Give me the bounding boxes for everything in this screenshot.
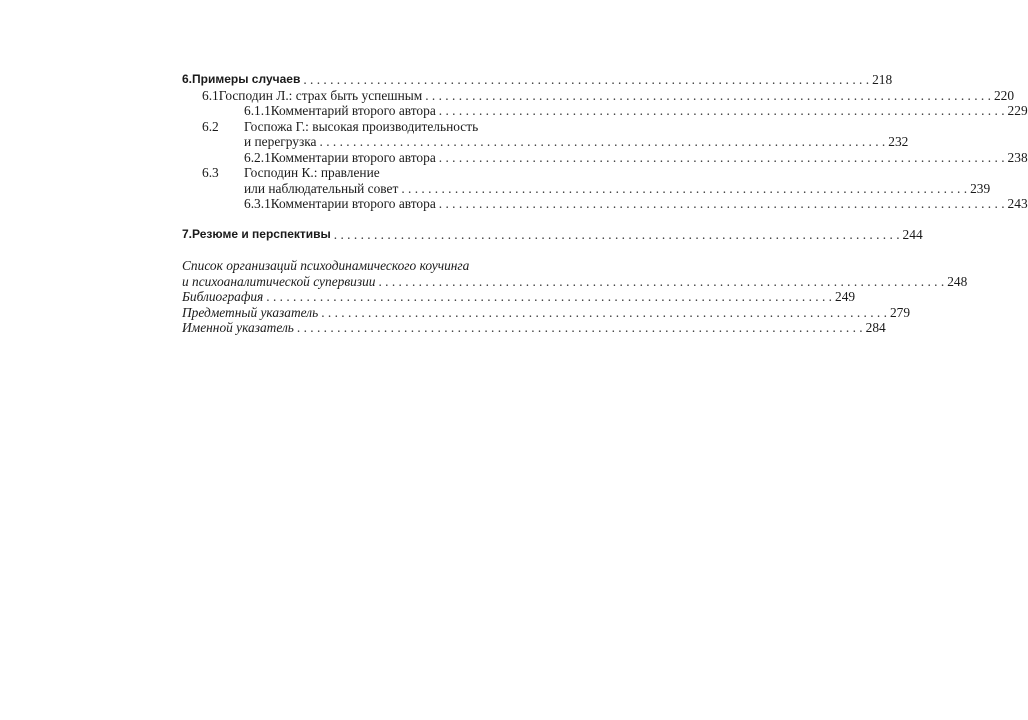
dot-leader: [439, 196, 1005, 212]
toc-entry-bibliography[interactable]: [182, 289, 856, 305]
appendix-title: Библиография: [182, 289, 264, 304]
toc-entry-6-1[interactable]: [182, 87, 1015, 104]
chapter-title: Примеры случаев: [192, 72, 301, 86]
dot-leader: [378, 274, 944, 290]
dot-leader: [320, 134, 886, 150]
appendix-title: Именной указатель: [182, 320, 294, 335]
section-number: 6.1: [202, 87, 219, 103]
subsection-title: Комментарий второго автора: [270, 103, 436, 118]
toc-entry-name-index[interactable]: [182, 320, 886, 336]
toc-entry-organizations-line1[interactable]: [182, 258, 534, 274]
page-number: 248: [947, 273, 968, 289]
appendix-title-continued: и психоаналитической супервизии: [182, 273, 376, 289]
chapter-number: 7.: [182, 227, 193, 241]
subsection-number: 6.3.1: [244, 196, 271, 211]
toc-entry-6-3-line2[interactable]: [182, 180, 991, 197]
toc-entry-6-2-line2[interactable]: [182, 134, 909, 150]
section-title: Господин Л.: страх быть успешным: [218, 87, 423, 103]
toc-entry-subject-index[interactable]: [182, 304, 911, 321]
section-title: Госпожа Г.: высокая производительность: [244, 118, 479, 134]
spacer: [182, 243, 534, 259]
page-number: 229: [1007, 103, 1028, 118]
dot-leader: [334, 227, 900, 243]
page-number: 232: [888, 134, 909, 149]
section-title-continued: или наблюдательный совет: [244, 180, 399, 196]
subsection-number: 6.1.1: [244, 103, 271, 118]
page-number: 284: [865, 320, 886, 335]
subsection-number: 6.2.1: [244, 149, 271, 165]
page-number: 279: [889, 304, 911, 320]
toc-entry-chapter-7[interactable]: [182, 227, 923, 243]
toc-entry-organizations-line2[interactable]: [182, 273, 968, 290]
page-number: 244: [902, 227, 923, 242]
page-number: 218: [872, 72, 893, 87]
dot-leader: [425, 88, 991, 104]
toc-entry-chapter-6[interactable]: [182, 72, 893, 88]
chapter-title: Резюме и перспективы: [192, 227, 331, 241]
subsection-title: Комментарии второго автора: [270, 149, 436, 165]
dot-leader: [321, 305, 887, 321]
dot-leader: [439, 150, 1005, 166]
page-number: 239: [970, 180, 991, 196]
table-of-contents: [182, 72, 1028, 336]
page-number: 243: [1007, 196, 1028, 211]
page-number: 238: [1007, 149, 1028, 165]
dot-leader: [439, 103, 1005, 119]
dot-leader: [266, 289, 832, 305]
toc-entry-6-1-1[interactable]: [182, 103, 1028, 119]
section-number: 6.3: [202, 165, 219, 180]
dot-leader: [303, 72, 869, 88]
subsection-title: Комментарии второго автора: [270, 196, 436, 211]
toc-entry-6-3-1[interactable]: [182, 196, 1028, 212]
spacer: [182, 212, 534, 228]
dot-leader: [297, 320, 863, 336]
section-title: Господин К.: правление: [244, 165, 380, 180]
section-number: 6.2: [202, 118, 219, 134]
toc-entry-6-2-line1[interactable]: [182, 119, 534, 135]
toc-entry-6-3-line1[interactable]: [182, 165, 534, 181]
appendix-title: Список организаций психодинамического коучинга: [182, 258, 470, 273]
section-title-continued: и перегрузка: [244, 134, 317, 149]
dot-leader: [401, 181, 967, 197]
page-number: 249: [835, 289, 856, 304]
chapter-number: 6.: [182, 72, 193, 86]
toc-entry-6-2-1[interactable]: [182, 149, 1028, 166]
appendix-title: Предметный указатель: [182, 304, 319, 320]
page-number: 220: [993, 87, 1015, 103]
